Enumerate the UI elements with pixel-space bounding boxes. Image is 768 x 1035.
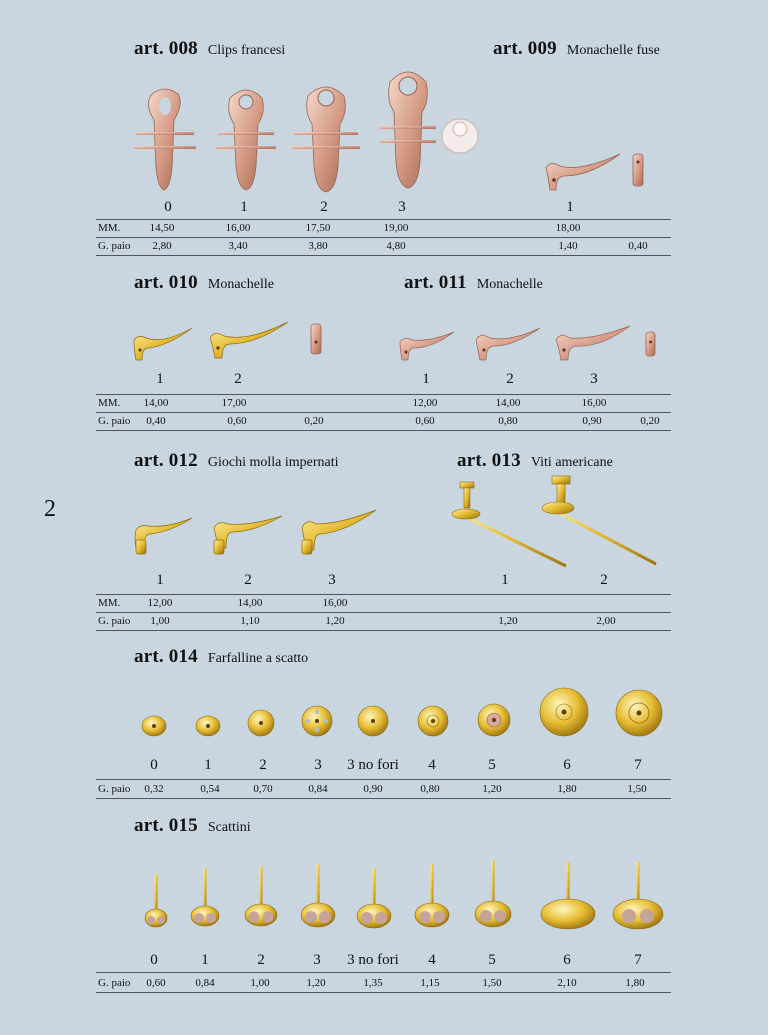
g-paio-label: G. paio	[98, 240, 131, 252]
art-013-g-1: 2,00	[596, 615, 616, 627]
art-015-code: art. 015	[134, 815, 198, 836]
art-011-title: Monachelle	[476, 277, 543, 292]
scattino-1-image	[188, 866, 222, 932]
art-015-size-5: 5	[488, 952, 496, 968]
art-010-header	[134, 272, 274, 294]
gioco-molla-1-image	[132, 512, 196, 558]
art-015-g-3: 1,20	[306, 977, 326, 989]
art-008-size-3: 3	[398, 199, 406, 215]
art-014-g-7: 1,80	[557, 783, 577, 795]
clip-3-image	[380, 68, 436, 193]
art-015-title: Scattini	[207, 820, 251, 835]
scattino-3-image	[298, 862, 338, 932]
art-014-g-0: 0,32	[144, 783, 164, 795]
art-008-mm-0: 14,50	[149, 222, 175, 234]
art-012-mm-0: 12,00	[147, 597, 173, 609]
art-008-mm-2: 17,50	[305, 222, 331, 234]
art-012-header	[134, 450, 339, 472]
art-010-tube-image	[308, 322, 324, 358]
art-014-g-4: 0,90	[363, 783, 383, 795]
art-011-mm-0: 12,00	[412, 397, 438, 409]
rule	[96, 779, 671, 780]
g-paio-label: G. paio	[98, 615, 131, 627]
farfallina-3-image	[300, 704, 334, 738]
scattino-6-image	[538, 860, 598, 932]
g-paio-label: G. paio	[98, 977, 131, 989]
scattino-3-no-fori-image	[354, 866, 394, 932]
art-014-size-0: 0	[150, 757, 158, 773]
art-014-title: Farfalline a scatto	[207, 651, 309, 666]
art-009-g-0: 1,40	[558, 240, 578, 252]
rule	[96, 237, 671, 238]
art-008-mm-1: 16,00	[225, 222, 251, 234]
art-014-size-6: 6	[563, 757, 571, 773]
art-011-mm-2: 16,00	[581, 397, 607, 409]
gioco-molla-3-image	[298, 506, 380, 558]
art-008-header	[134, 38, 285, 60]
art-011-mm-1: 14,00	[495, 397, 521, 409]
rule	[96, 798, 671, 799]
farfallina-4-image	[416, 704, 450, 738]
art-015-g-0: 0,60	[146, 977, 166, 989]
art-008-g-1: 3,40	[228, 240, 248, 252]
art-011-tube-image	[644, 330, 658, 360]
art-012-size-1: 1	[156, 572, 164, 588]
gioco-molla-2-image	[210, 510, 286, 558]
art-011-code: art. 011	[404, 272, 467, 293]
art-011-size-2: 2	[506, 371, 514, 387]
art-008-g-0: 2,80	[152, 240, 172, 252]
art-013-g-0: 1,20	[498, 615, 518, 627]
art-014-size-3: 3	[314, 757, 322, 773]
art-008-size-0: 0	[164, 199, 172, 215]
art-013-size-2: 2	[600, 572, 608, 588]
monachella-fusa-image	[542, 146, 624, 196]
art-014-code: art. 014	[134, 646, 198, 667]
scattino-0-image	[142, 872, 170, 932]
art-008-title: Clips francesi	[207, 43, 286, 58]
art-008-code: art. 008	[134, 38, 198, 59]
scattino-4-image	[412, 862, 452, 932]
art-010-g-2: 0,20	[304, 415, 324, 427]
art-015-g-8: 1,80	[625, 977, 645, 989]
farfallina-1-image	[194, 714, 222, 738]
art-015-g-5: 1,15	[420, 977, 440, 989]
art-012-code: art. 012	[134, 450, 198, 471]
vite-americana-2-image	[536, 470, 660, 566]
art-010-size-1: 1	[156, 371, 164, 387]
g-paio-label: G. paio	[98, 415, 131, 427]
art-010-g-0: 0,40	[146, 415, 166, 427]
art-015-size-7: 7	[634, 952, 642, 968]
art-015-size-1: 1	[201, 952, 209, 968]
mm-label: MM.	[98, 597, 121, 609]
art-008-g-2: 3,80	[308, 240, 328, 252]
rule	[96, 219, 671, 220]
art-011-monachella-1-image	[396, 324, 458, 364]
art-011-g-3: 0,20	[640, 415, 660, 427]
rule	[96, 972, 671, 973]
art-015-g-1: 0,84	[195, 977, 215, 989]
art-014-size-2: 2	[259, 757, 267, 773]
art-015-size-3-no-fori: 3 no fori	[347, 952, 399, 968]
art-014-size-7: 7	[634, 757, 642, 773]
art-014-size-5: 5	[488, 757, 496, 773]
art-012-size-2: 2	[244, 572, 252, 588]
g-paio-label: G. paio	[98, 783, 131, 795]
art-011-g-2: 0,90	[582, 415, 602, 427]
art-014-g-2: 0,70	[253, 783, 273, 795]
art-010-title: Monachelle	[207, 277, 274, 292]
art-010-code: art. 010	[134, 272, 198, 293]
art-008-mm-3: 19,00	[383, 222, 409, 234]
art-011-monachella-2-image	[472, 322, 544, 364]
art-011-g-0: 0,60	[415, 415, 435, 427]
art-014-size-4: 4	[428, 757, 436, 773]
art-013-header	[457, 450, 613, 472]
rule	[96, 430, 671, 431]
art-012-g-0: 1,00	[150, 615, 170, 627]
art-009-header	[493, 38, 660, 60]
art-010-size-2: 2	[234, 371, 242, 387]
farfallina-3-no-fori-image	[356, 704, 390, 738]
scattino-5-image	[472, 858, 514, 932]
mm-label: MM.	[98, 222, 121, 234]
art-014-g-8: 1,50	[627, 783, 647, 795]
art-012-title: Giochi molla impernati	[207, 455, 339, 470]
art-009-mm-0: 18,00	[555, 222, 581, 234]
page-number: 2	[44, 496, 56, 522]
monachella-fusa-tube-image	[630, 152, 646, 188]
farfallina-5-image	[476, 702, 512, 738]
art-015-g-4: 1,35	[363, 977, 383, 989]
art-008-g-3: 4,80	[386, 240, 406, 252]
art-015-size-2: 2	[257, 952, 265, 968]
art-010-mm-0: 14,00	[143, 397, 169, 409]
art-008-size-1: 1	[240, 199, 248, 215]
art-011-monachella-3-image	[552, 320, 634, 364]
farfallina-0-image	[140, 714, 168, 738]
art-015-g-6: 1,50	[482, 977, 502, 989]
clip-0-image	[130, 86, 200, 196]
art-015-g-2: 1,00	[250, 977, 270, 989]
rule	[96, 612, 671, 613]
art-014-g-6: 1,20	[482, 783, 502, 795]
art-012-g-2: 1,20	[325, 615, 345, 627]
clip-1-image	[216, 84, 276, 194]
art-013-title: Viti americane	[530, 455, 613, 470]
art-015-size-6: 6	[563, 952, 571, 968]
art-014-g-1: 0,54	[200, 783, 220, 795]
art-009-code: art. 009	[493, 38, 557, 59]
art-011-size-1: 1	[422, 371, 430, 387]
rule	[96, 255, 671, 256]
art-010-g-1: 0,60	[227, 415, 247, 427]
art-014-header	[134, 646, 308, 668]
art-011-size-3: 3	[590, 371, 598, 387]
clip-pad-image	[440, 114, 480, 156]
art-015-header	[134, 815, 251, 837]
rule	[96, 594, 671, 595]
art-014-g-5: 0,80	[420, 783, 440, 795]
art-010-mm-1: 17,00	[221, 397, 247, 409]
art-011-header	[404, 272, 543, 294]
art-012-size-3: 3	[328, 572, 336, 588]
art-015-g-7: 2,10	[557, 977, 577, 989]
art-014-size-1: 1	[204, 757, 212, 773]
art-012-mm-2: 16,00	[322, 597, 348, 609]
art-013-size-1: 1	[501, 572, 509, 588]
farfallina-7-image	[614, 688, 664, 738]
scattino-7-image	[610, 860, 666, 932]
art-014-size-3-no-fori: 3 no fori	[347, 757, 399, 773]
art-009-g-1: 0,40	[628, 240, 648, 252]
scattino-2-image	[242, 864, 280, 932]
art-011-g-1: 0,80	[498, 415, 518, 427]
art-010-monachella-2-image	[206, 318, 292, 362]
art-012-mm-1: 14,00	[237, 597, 263, 609]
art-015-size-3: 3	[313, 952, 321, 968]
rule	[96, 992, 671, 993]
art-009-title: Monachelle fuse	[566, 43, 660, 58]
art-012-g-1: 1,10	[240, 615, 260, 627]
art-013-code: art. 013	[457, 450, 521, 471]
art-014-g-3: 0,84	[308, 783, 328, 795]
farfallina-6-image	[538, 686, 590, 738]
art-015-size-0: 0	[150, 952, 158, 968]
clip-2-image	[292, 80, 360, 195]
art-009-size-1: 1	[566, 199, 574, 215]
mm-label: MM.	[98, 397, 121, 409]
rule	[96, 412, 671, 413]
rule	[96, 630, 671, 631]
art-008-size-2: 2	[320, 199, 328, 215]
art-015-size-4: 4	[428, 952, 436, 968]
rule	[96, 394, 671, 395]
art-010-monachella-1-image	[130, 322, 196, 364]
farfallina-2-image	[246, 708, 276, 738]
